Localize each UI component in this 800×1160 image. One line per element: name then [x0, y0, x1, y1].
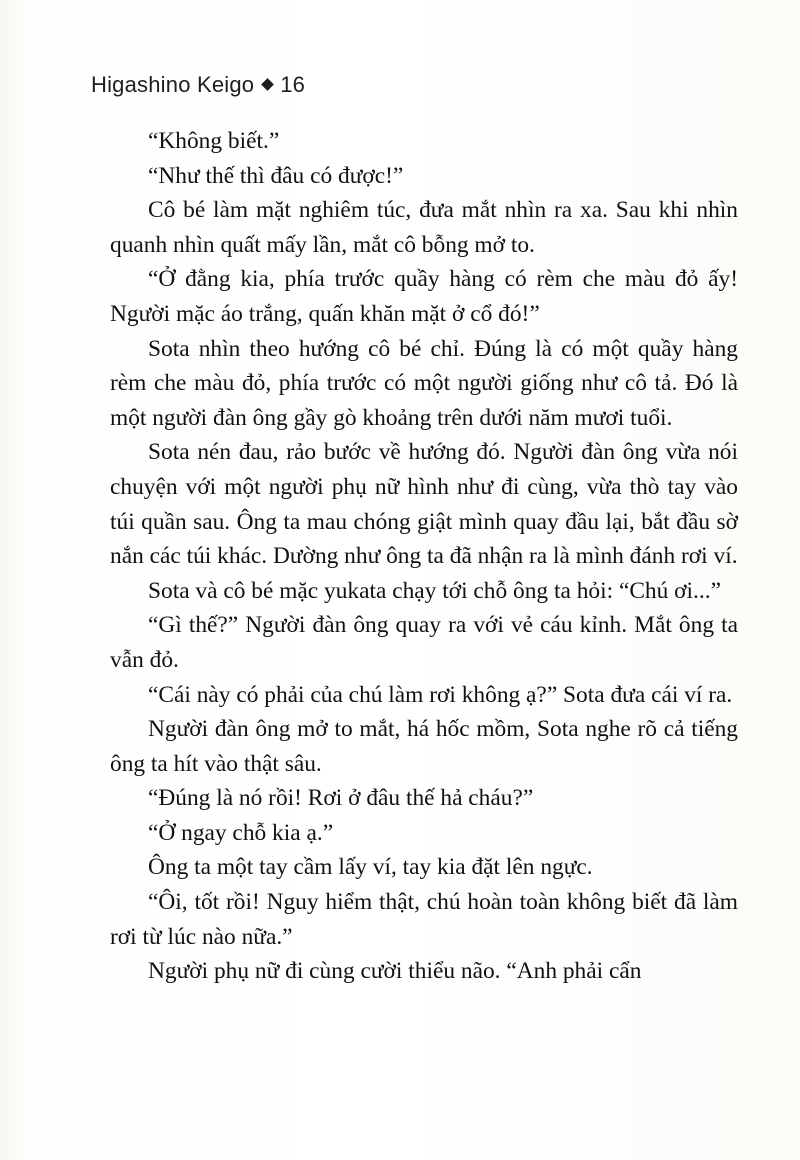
paragraph: “Như thế thì đâu có được!” [148, 162, 404, 189]
paragraph: “Ở ngay chỗ kia ạ.” [148, 819, 334, 846]
body-text [110, 124, 738, 989]
author-name: Higashino Keigo [91, 72, 255, 97]
paragraph: Ông ta một tay cầm lấy ví, tay kia đặt lên ngực. [148, 854, 593, 881]
paragraph: “Ở đằng kia, phía trước quầy hàng có rèm che màu đỏ ấy! Người mặc áo trắng, quấn khăn mặt ở cổ đó!” [110, 266, 738, 327]
paragraph: Sota nhìn theo hướng cô bé chỉ. Đúng là có một quầy hàng rèm che màu đỏ, phía trước có một người giống như cô tả. Đó là một người đàn ông gầy gò khoảng trên dưới năm mươi tuổi. [110, 335, 738, 431]
paragraph: Cô bé làm mặt nghiêm túc, đưa mắt nhìn ra xa. Sau khi nhìn quanh nhìn quất mấy lần, mắt cô bỗng mở to. [110, 197, 738, 258]
paragraph: “Gì thế?” Người đàn ông quay ra với vẻ cáu kỉnh. Mắt ông ta vẫn đỏ. [110, 612, 738, 673]
paragraph: Sota và cô bé mặc yukata chạy tới chỗ ông ta hỏi: “Chú ơi...” [148, 577, 721, 604]
paragraph: Người đàn ông mở to mắt, há hốc mồm, Sota nghe rõ cả tiếng ông ta hít vào thật sâu. [110, 716, 738, 777]
page-number: 16 [280, 72, 306, 97]
paragraph: Người phụ nữ đi cùng cười thiểu não. “Anh phải cẩn [148, 958, 642, 985]
paragraph: “Không biết.” [148, 128, 280, 154]
paragraph: “Ôi, tốt rồi! Nguy hiểm thật, chú hoàn toàn không biết đã làm rơi từ lúc nào nữa.” [110, 889, 738, 950]
paragraph: Sota nén đau, rảo bước về hướng đó. Người đàn ông vừa nói chuyện với một người phụ nữ hình như đi cùng, vừa thò tay vào túi quần sau. Ông ta mau chóng giật mình quay đầu lại, bắt đầu sờ nắn các túi khác. Dường như ông ta đã nhận ra là mình đánh rơi ví. [110, 439, 738, 570]
running-header [91, 72, 305, 98]
paragraph: “Đúng là nó rồi! Rơi ở đâu thế hả cháu?” [148, 785, 534, 812]
paragraph: “Cái này có phải của chú làm rơi không ạ?” Sota đưa cái ví ra. [148, 681, 733, 708]
diamond-separator-icon [261, 78, 274, 91]
